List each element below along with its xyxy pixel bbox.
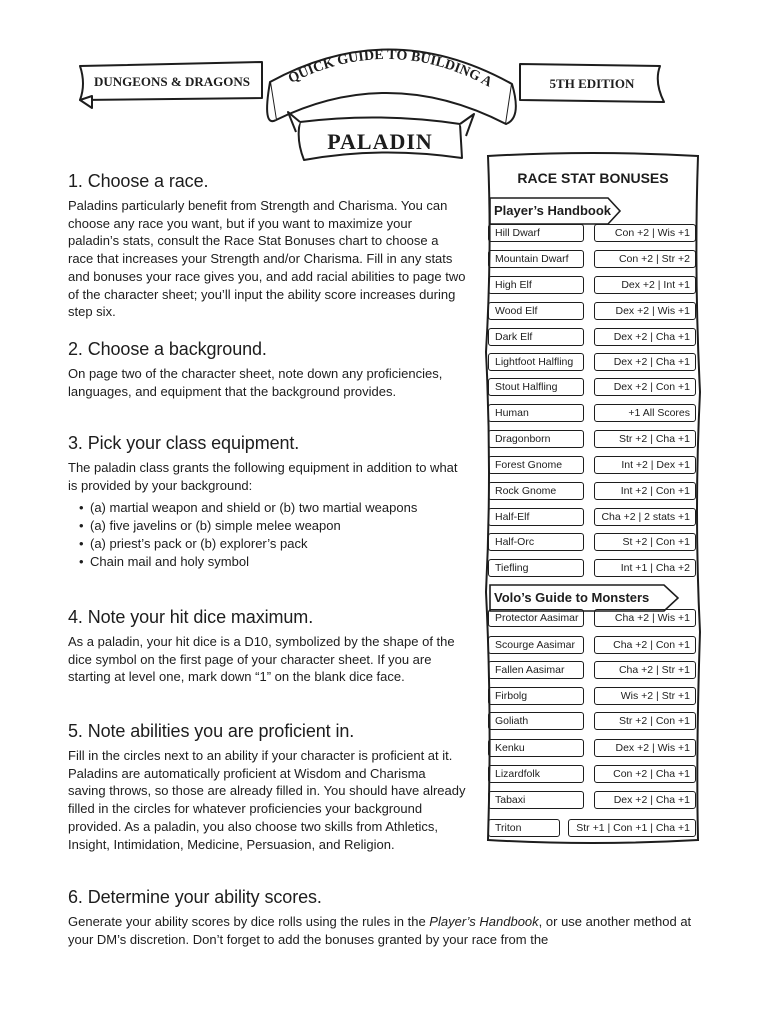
step-6-body-start: Generate your ability scores by dice rolls using the rules in the [68, 914, 430, 929]
race-name: Rock Gnome [488, 482, 584, 500]
race-bonus: Dex +2 | Wis +1 [594, 302, 696, 320]
race-bonus: Dex +2 | Cha +1 [594, 328, 696, 346]
list-item: • (a) five javelins or (b) simple melee weapon [68, 517, 466, 535]
race-name: Human [488, 404, 584, 422]
group-label-players-handbook: Player’s Handbook [494, 203, 612, 218]
step-6-heading: 6. Determine your ability scores. [68, 887, 322, 907]
step-4 [68, 606, 466, 686]
banner-fifth-edition: 5TH EDITION [549, 76, 635, 91]
step-2-body: On page two of the character sheet, note down any proficiencies, languages, and equipment that the background provides. [68, 366, 443, 399]
list-item: • (a) martial weapon and shield or (b) two martial weapons [68, 499, 466, 517]
race-bonus: Dex +2 | Wis +1 [594, 739, 696, 757]
race-bonus: Dex +2 | Cha +1 [594, 791, 696, 809]
race-bonus: Con +2 | Cha +1 [594, 765, 696, 783]
race-bonus: Cha +2 | 2 stats +1 [594, 508, 696, 526]
race-name: Dragonborn [488, 430, 584, 448]
banner-class-name: PALADIN [327, 129, 433, 154]
race-name: Tabaxi [488, 791, 584, 809]
race-bonus: Str +2 | Con +1 [594, 712, 696, 730]
list-item: • Chain mail and holy symbol [68, 553, 466, 571]
step-1 [68, 170, 466, 321]
step-3 [68, 432, 466, 570]
step-6-body-italic: Player’s Handbook [429, 914, 539, 929]
step-1-heading: 1. Choose a race. [68, 171, 209, 191]
race-name: Fallen Aasimar [488, 661, 584, 679]
panel-title: RACE STAT BONUSES [517, 170, 669, 186]
race-name: Wood Elf [488, 302, 584, 320]
race-name: Triton [488, 819, 560, 837]
race-bonus: Con +2 | Str +2 [594, 250, 696, 268]
race-bonus: +1 All Scores [594, 404, 696, 422]
race-name: Hill Dwarf [488, 224, 584, 242]
group-label-volos-guide: Volo’s Guide to Monsters [494, 590, 650, 605]
race-bonus: Int +2 | Con +1 [594, 482, 696, 500]
race-bonus: Cha +2 | Con +1 [594, 636, 696, 654]
race-name: Tiefling [488, 559, 584, 577]
race-bonus: Str +1 | Con +1 | Cha +1 [568, 819, 696, 837]
race-bonus: Dex +2 | Con +1 [594, 378, 696, 396]
race-name: Lizardfolk [488, 765, 584, 783]
step-2-heading: 2. Choose a background. [68, 339, 267, 359]
step-6-body-end: , or use another method at your DM’s discretion. Don’t forget to add the bonuses granted by your race from the [68, 914, 692, 947]
race-bonus: Cha +2 | Str +1 [594, 661, 696, 679]
race-name: Dark Elf [488, 328, 584, 346]
step-5 [68, 720, 466, 853]
step-3-heading: 3. Pick your class equipment. [68, 433, 300, 453]
race-name: Protector Aasimar [488, 609, 584, 627]
banner-dungeons-dragons: DUNGEONS & DRAGONS [93, 74, 251, 89]
race-name: Lightfoot Halfling [488, 353, 584, 371]
race-name: Stout Halfling [488, 378, 584, 396]
step-5-body: Fill in the circles next to an ability if your character is proficient at it. Paladins are automatically proficient at Wisdom and Charisma saving throws, so those are already filled in. You should have already filled in the circles for whatever proficiencies your background provided. As a paladin, you also choose two skills from Athletics, Insight, Intimidation, Medicine, Persuasion, and Religion. [68, 748, 466, 852]
race-bonus: Int +2 | Dex +1 [594, 456, 696, 474]
race-name: Half-Elf [488, 508, 584, 526]
step-6 [68, 886, 708, 948]
race-name: Forest Gnome [488, 456, 584, 474]
race-name: Firbolg [488, 687, 584, 705]
race-bonus: Wis +2 | Str +1 [594, 687, 696, 705]
step-4-heading: 4. Note your hit dice maximum. [68, 607, 314, 627]
race-bonus: Con +2 | Wis +1 [594, 224, 696, 242]
step-5-heading: 5. Note abilities you are proficient in. [68, 721, 355, 741]
list-item: • (a) priest’s pack or (b) explorer’s pack [68, 535, 466, 553]
banner-quick-guide: QUICK GUIDE TO BUILDING A [286, 47, 495, 91]
race-name: Kenku [488, 739, 584, 757]
race-name: Mountain Dwarf [488, 250, 584, 268]
race-bonus: St +2 | Con +1 [594, 533, 696, 551]
step-1-body: Paladins particularly benefit from Strength and Charisma. You can choose any race you want, but if you want to maximize your paladin’s stats, consult the Race Stat Bonuses chart to choose a race that increases your Strength and/or Charisma. Fill in any stats and bonuses your race gives you, and add racial abilities to page two of the character sheet; you’ll input the ability score increases during step six. [68, 198, 466, 320]
race-bonus: Cha +2 | Wis +1 [594, 609, 696, 627]
race-bonus: Dex +2 | Cha +1 [594, 353, 696, 371]
race-name: High Elf [488, 276, 584, 294]
race-bonus: Str +2 | Cha +1 [594, 430, 696, 448]
step-2 [68, 338, 466, 400]
step-4-body: As a paladin, your hit dice is a D10, symbolized by the shape of the dice symbol on the first page of your character sheet. If you are starting at level one, mark down “1” on the blank dice face. [68, 634, 455, 685]
race-name: Half-Orc [488, 533, 584, 551]
step-3-body: The paladin class grants the following equipment in addition to what is provided by your background: [68, 460, 458, 493]
equipment-list [68, 499, 466, 570]
race-name: Goliath [488, 712, 584, 730]
race-name: Scourge Aasimar [488, 636, 584, 654]
race-bonus: Dex +2 | Int +1 [594, 276, 696, 294]
step-6-body [68, 913, 708, 948]
race-bonus: Int +1 | Cha +2 [594, 559, 696, 577]
